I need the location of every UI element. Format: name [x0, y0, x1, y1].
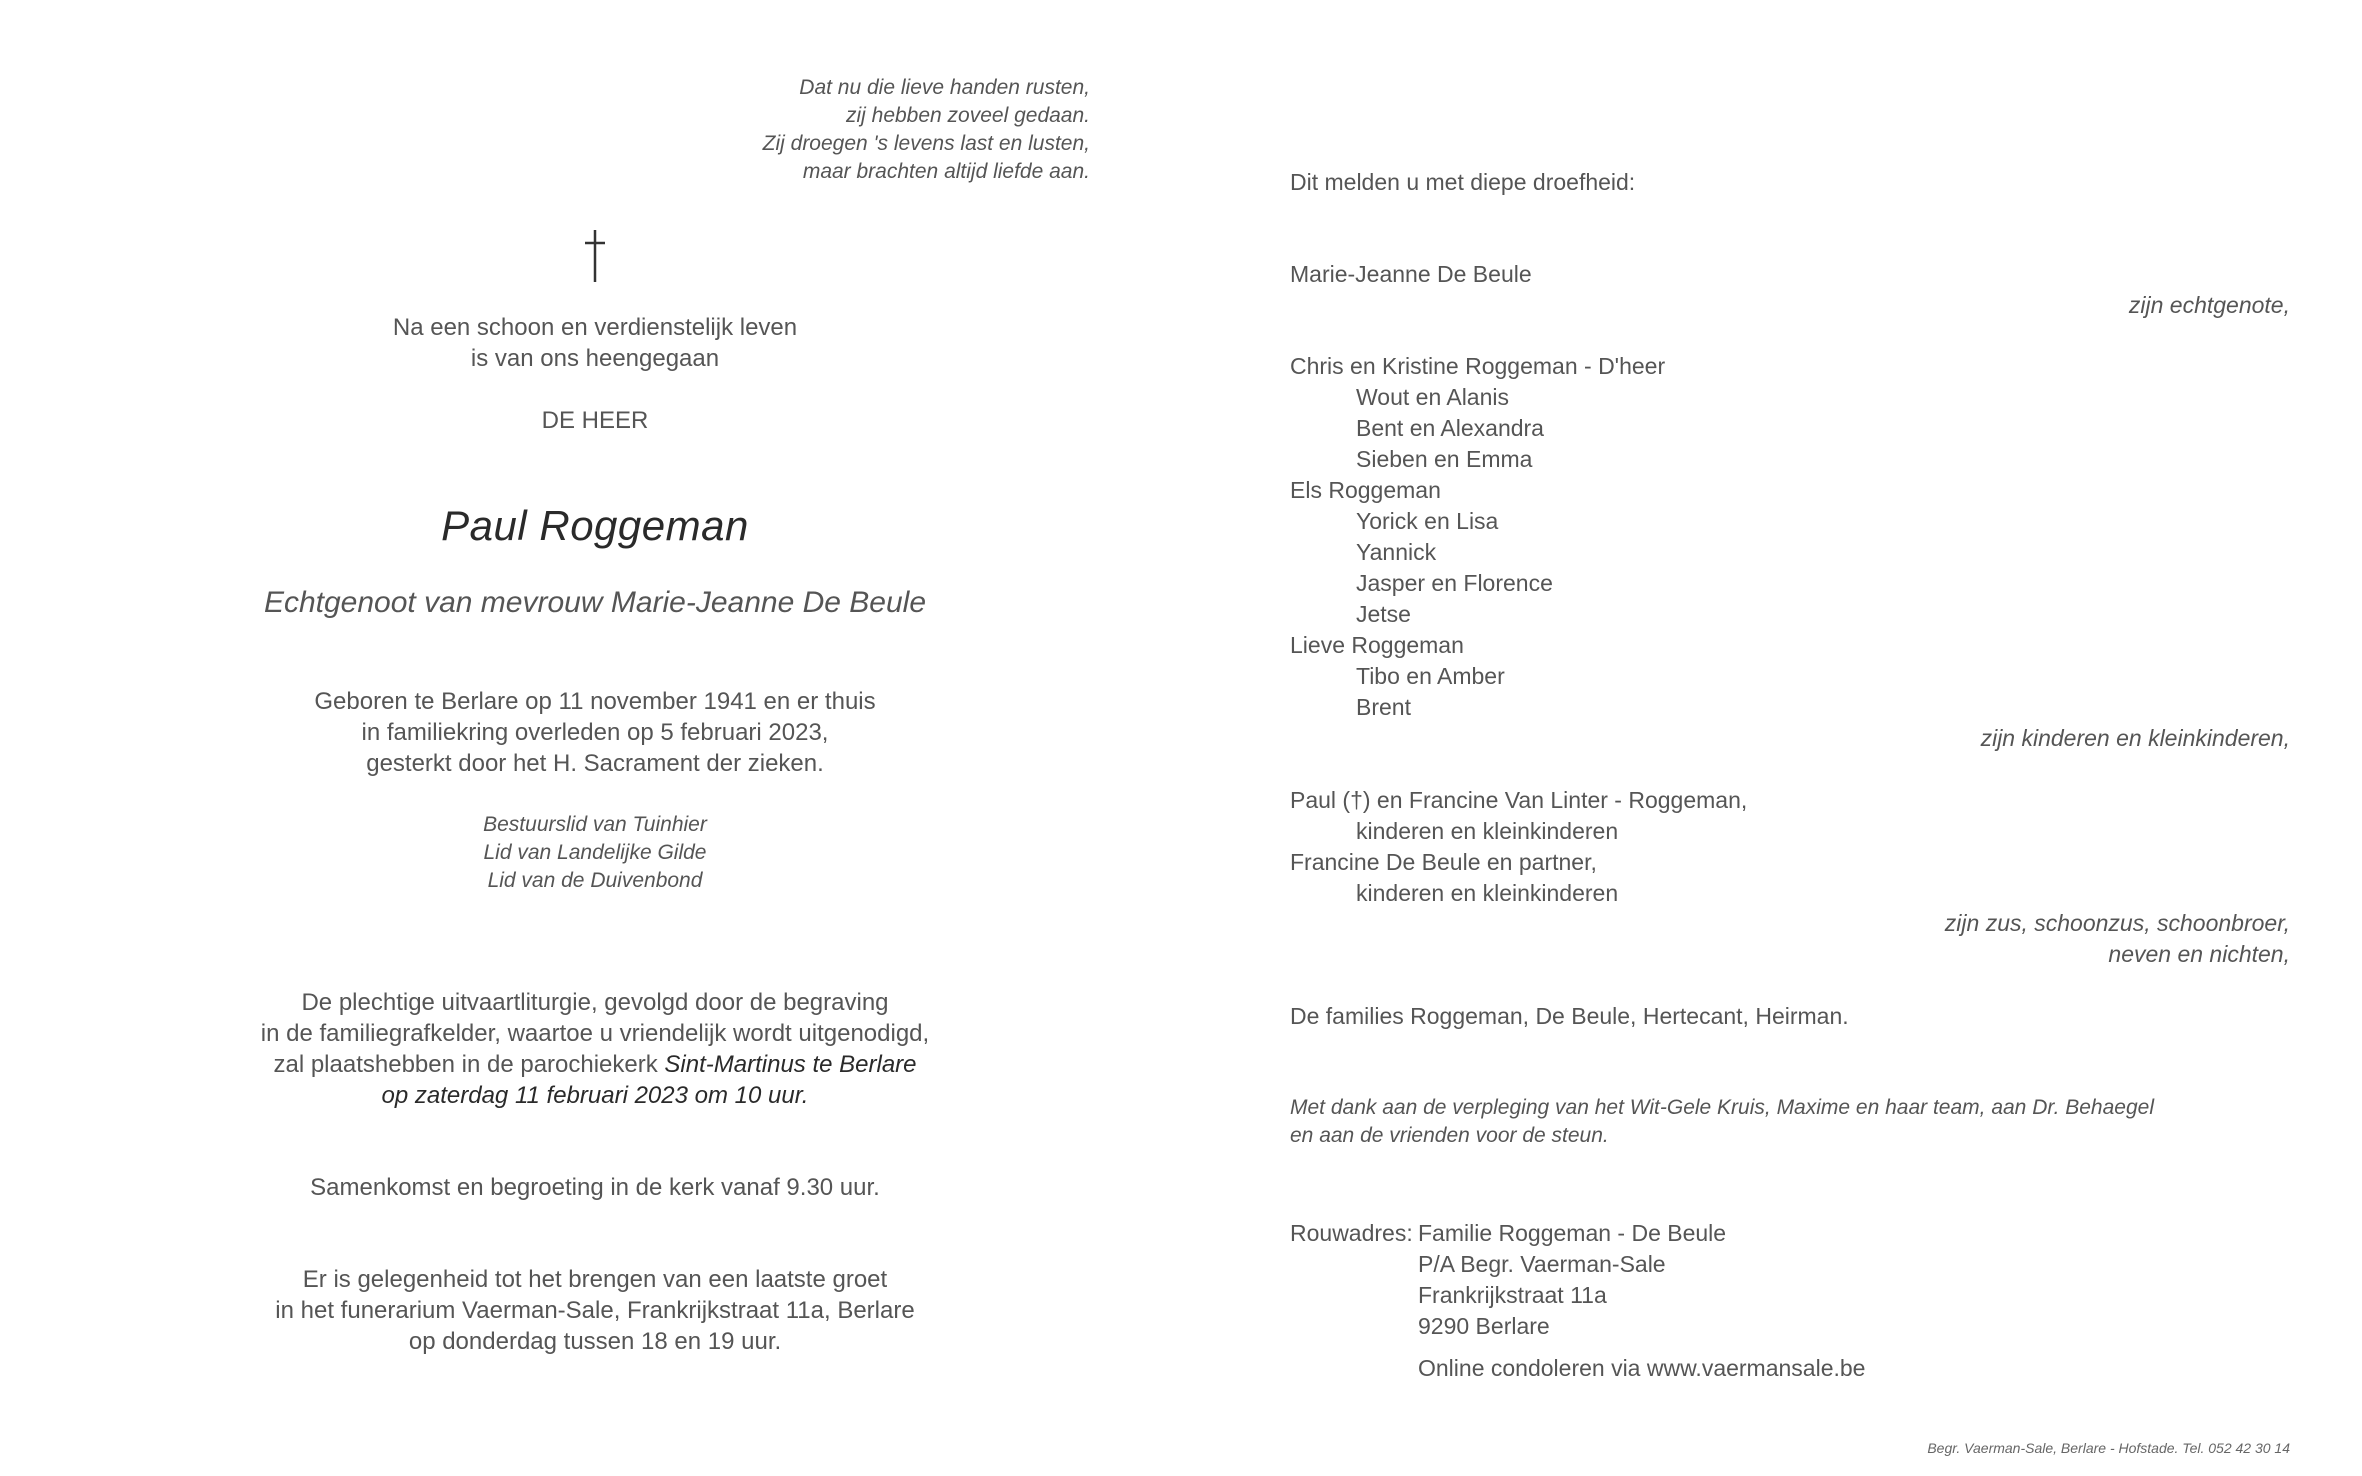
visitation-text [200, 1264, 990, 1357]
funeral-line [200, 1049, 990, 1080]
poem-line: zij hebben zoveel gedaan. [845, 104, 1090, 127]
birth-death-line: Geboren te Berlare op 11 november 1941 en er thuis [314, 688, 876, 715]
church-name: Sint-Martinus te Berlare [664, 1051, 917, 1078]
list-item: kinderen en kleinkinderen [1356, 818, 1619, 844]
list-item: Yannick [1356, 539, 1437, 565]
poem [600, 74, 1090, 186]
gathering-text: Samenkomst en begroeting in de kerk vanaf 9.30 uur. [310, 1174, 880, 1201]
list-item: Paul (†) en Francine Van Linter - Roggeman, [1290, 787, 1748, 813]
address-line: P/A Begr. Vaerman-Sale [1418, 1251, 1666, 1277]
membership-line: Lid van Landelijke Gilde [483, 841, 707, 864]
list-item: Jasper en Florence [1356, 570, 1553, 596]
poem-line: maar brachten altijd liefde aan. [802, 160, 1090, 183]
funeral-line: in de familiegrafkelder, waartoe u vriendelijk wordt uitgenodigd, [260, 1020, 930, 1047]
list-item: Francine De Beule en partner, [1290, 849, 1597, 875]
online-condolence-link[interactable]: Online condoleren via www.vaermansale.be [1418, 1355, 1866, 1381]
children-relation: zijn kinderen en kleinkinderen, [1980, 725, 2290, 751]
intro-line: Na een schoon en verdienstelijk leven [392, 314, 798, 341]
list-item: Chris en Kristine Roggeman - D'heer [1290, 353, 1666, 379]
siblings-relation [1490, 908, 2290, 970]
thanks-text [1290, 1094, 2154, 1150]
intro [200, 312, 990, 374]
birth-death-line: gesterkt door het H. Sacrament der zieken. [366, 750, 824, 777]
funeral-datetime: op zaterdag 11 februari 2023 om 10 uur. [381, 1082, 809, 1109]
families-line: De families Roggeman, De Beule, Hertecant, Heirman. [1290, 1003, 1849, 1029]
mourning-address [1290, 1218, 2290, 1381]
funeral-text [200, 987, 990, 1111]
membership-line: Bestuurslid van Tuinhier [483, 813, 707, 836]
poem-line: Zij droegen 's levens last en lusten, [762, 132, 1090, 155]
funeral-line: De plechtige uitvaartliturgie, gevolgd door de begraving [301, 989, 889, 1016]
visitation-line: op donderdag tussen 18 en 19 uur. [408, 1328, 782, 1355]
right-panel [1290, 0, 2290, 1476]
birth-death-text [200, 686, 990, 779]
thanks-line: en aan de vrienden voor de steun. [1290, 1124, 1609, 1147]
intro-line: is van ons heengegaan [470, 345, 720, 372]
list-item: Yorick en Lisa [1356, 508, 1499, 534]
list-item: Jetse [1356, 601, 1411, 627]
poem-line: Dat nu die lieve handen rusten, [799, 76, 1090, 99]
list-item: Lieve Roggeman [1290, 632, 1464, 658]
deceased-name: Paul Roggeman [441, 502, 749, 549]
address-line: 9290 Berlare [1418, 1313, 1550, 1339]
thanks-line: Met dank aan de verpleging van het Wit-Gele Kruis, Maxime en haar team, aan Dr. Behaegel [1290, 1096, 2154, 1119]
address-label: Rouwadres: [1290, 1220, 1413, 1246]
memberships [200, 811, 990, 895]
children-list [1290, 351, 1665, 723]
visitation-line: Er is gelegenheid tot het brengen van een laatste groet [302, 1266, 888, 1293]
list-item: Els Roggeman [1290, 477, 1441, 503]
list-item: kinderen en kleinkinderen [1356, 880, 1619, 906]
address-line: Familie Roggeman - De Beule [1418, 1220, 1727, 1246]
announcement: Dit melden u met diepe droefheid: [1290, 169, 1636, 195]
list-item: Wout en Alanis [1356, 384, 1510, 410]
list-item: Brent [1356, 694, 1411, 720]
title-prefix: DE HEER [541, 407, 649, 434]
list-item: Sieben en Emma [1356, 446, 1533, 472]
list-item: Bent en Alexandra [1356, 415, 1544, 441]
spouse-name: Marie-Jeanne De Beule [1290, 261, 1532, 287]
footer-imprint: Begr. Vaerman-Sale, Berlare - Hofstade. Tel. 052 42 30 14 [1927, 1440, 2290, 1456]
cross-icon [560, 226, 630, 284]
membership-line: Lid van de Duivenbond [487, 869, 703, 892]
list-item: Tibo en Amber [1356, 663, 1505, 689]
spouse-line: Echtgenoot van mevrouw Marie-Jeanne De Beule [263, 586, 927, 619]
visitation-line: in het funerarium Vaerman-Sale, Frankrijkstraat 11a, Berlare [275, 1297, 915, 1324]
birth-death-line: in familiekring overleden op 5 februari 2023, [361, 719, 829, 746]
spouse-relation: zijn echtgenote, [2128, 292, 2290, 318]
funeral-line-prefix: zal plaatshebben in de parochiekerk [273, 1051, 665, 1078]
address-line: Frankrijkstraat 11a [1418, 1282, 1607, 1308]
siblings-list [1290, 785, 1747, 909]
relation-line: neven en nichten, [2108, 941, 2290, 967]
relation-line: zijn zus, schoonzus, schoonbroer, [1944, 910, 2290, 936]
